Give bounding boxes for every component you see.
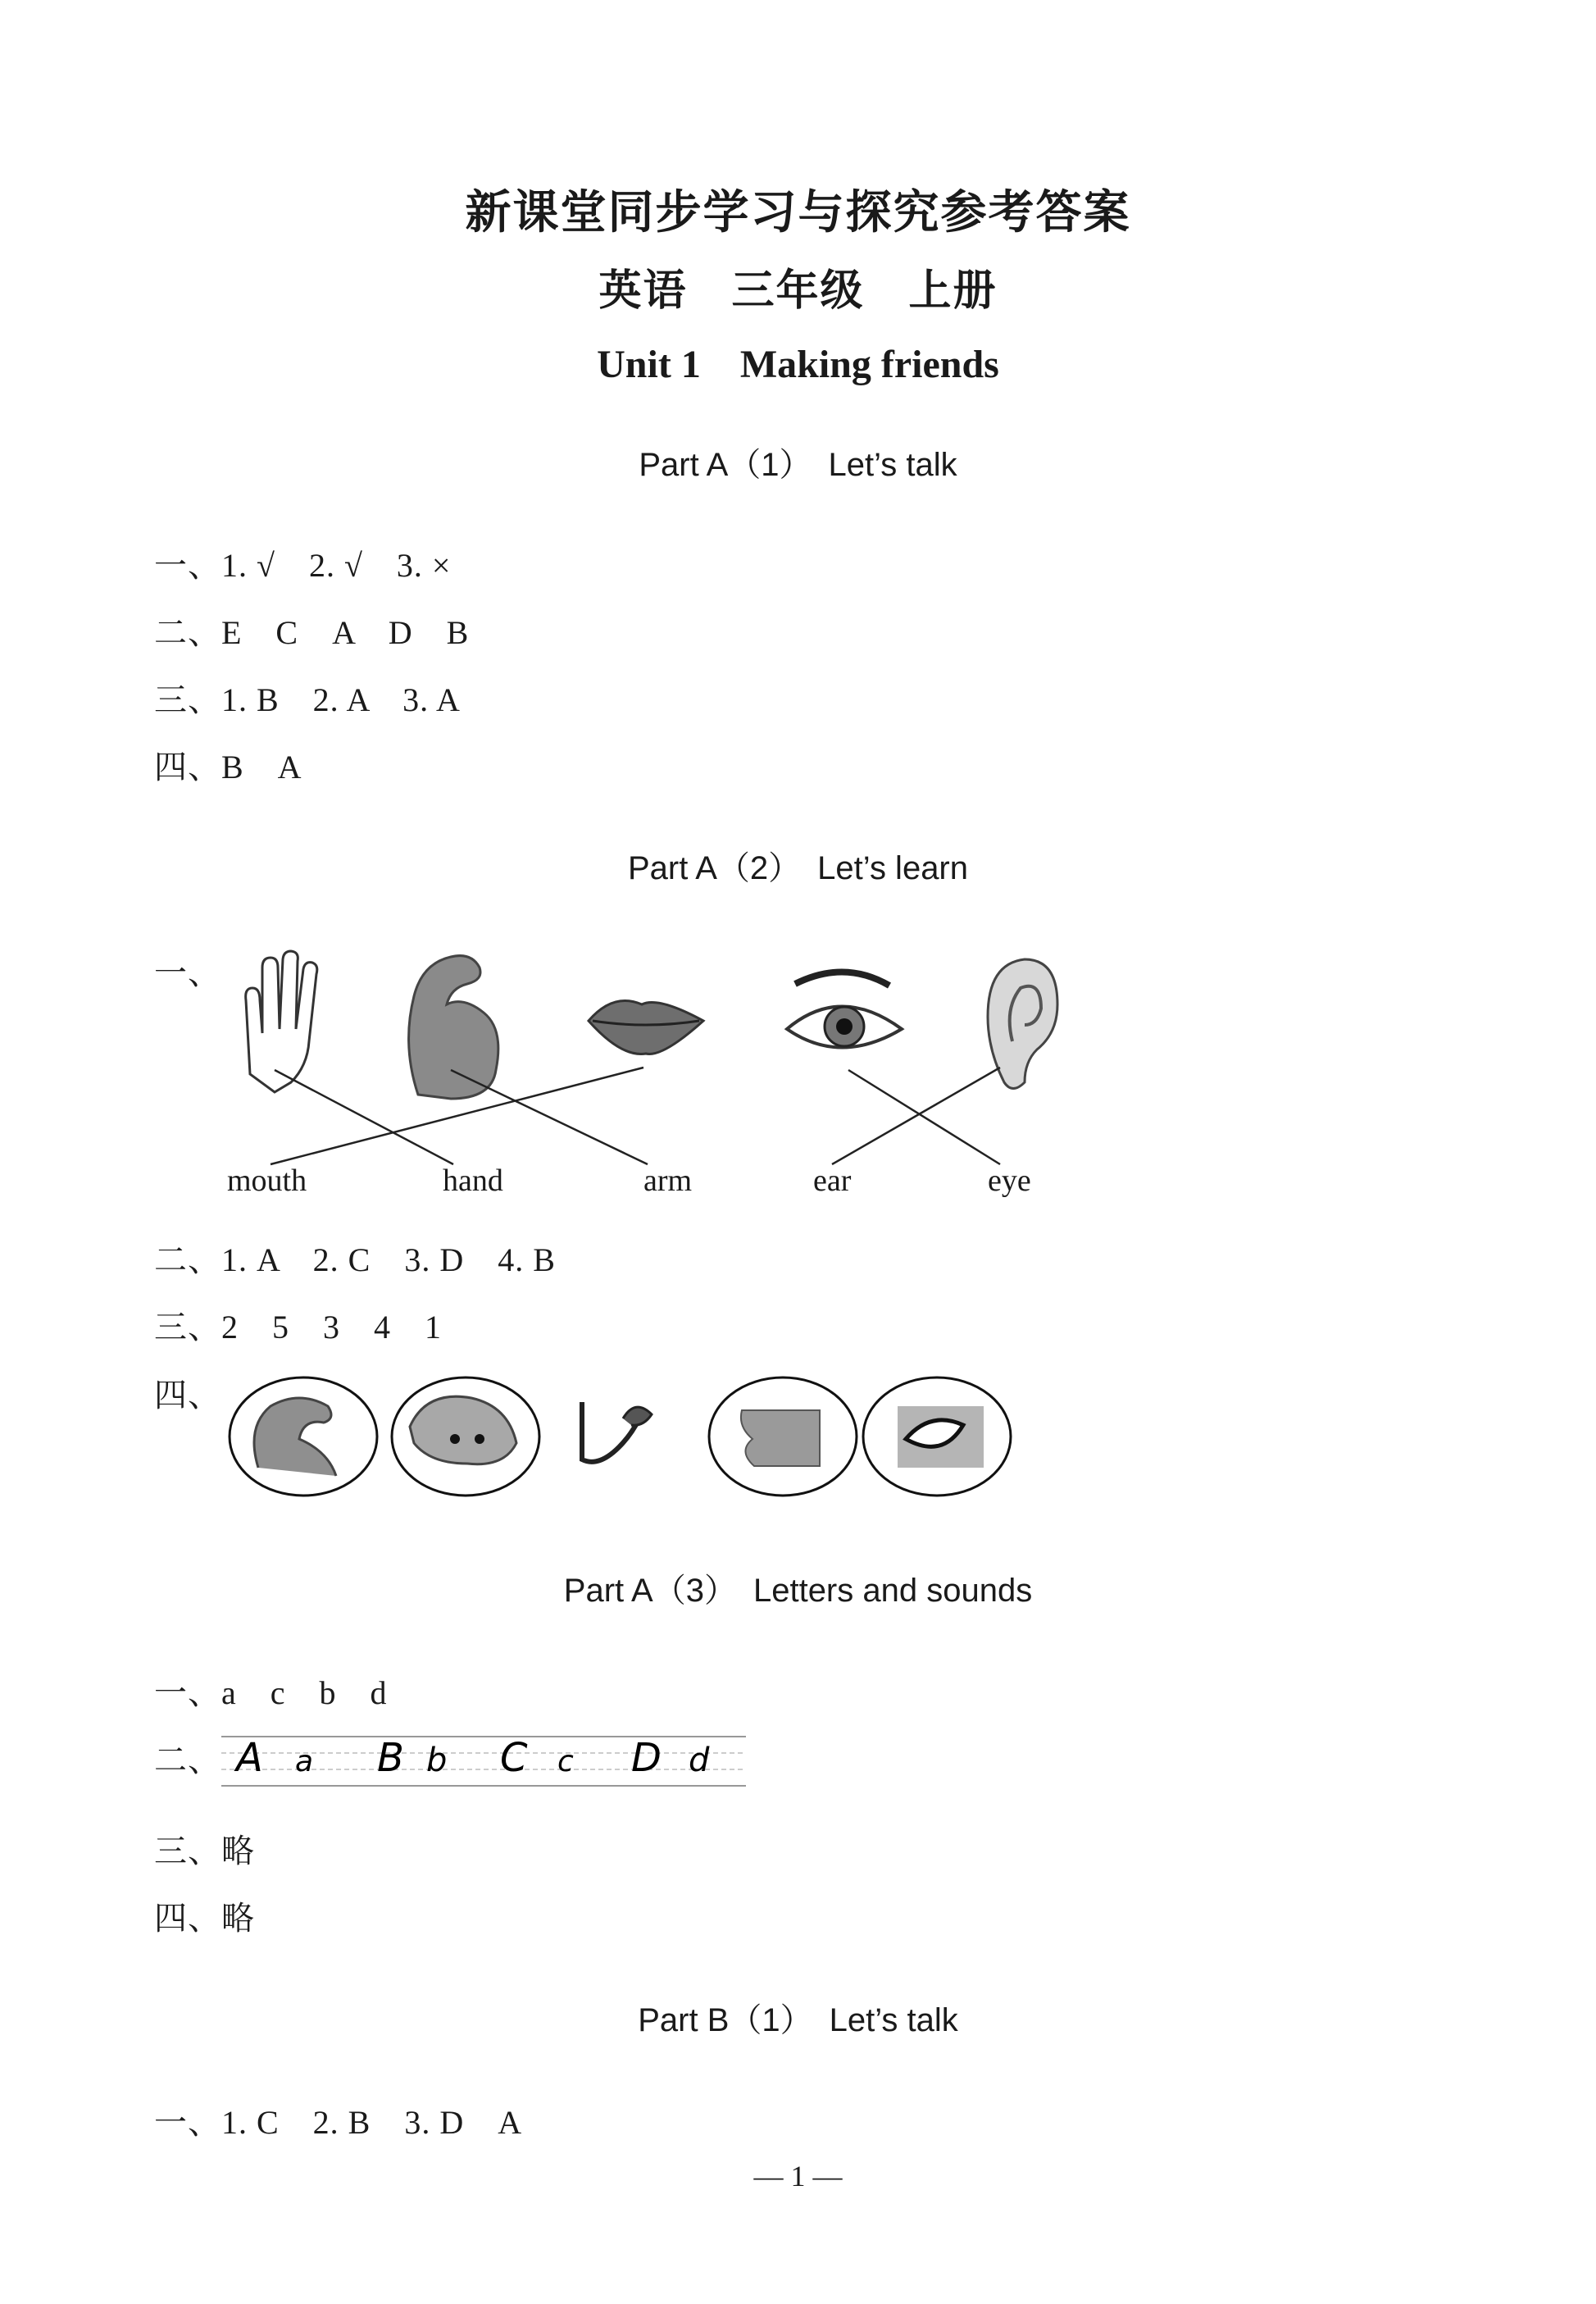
circled-figure <box>0 1361 1596 1509</box>
answer-line: 一、1. √ 2. √ 3. × <box>154 547 452 584</box>
section-heading: Part A（1） Let’s talk <box>639 447 957 483</box>
eye-icon <box>898 1406 984 1468</box>
letter: c <box>557 1745 574 1778</box>
section-heading: Part B（1） Let’s talk <box>638 2002 958 2038</box>
answer-line: 三、略 <box>154 1833 255 1869</box>
question-label: 一、 <box>154 954 221 991</box>
match-word: ear <box>813 1163 852 1198</box>
hand-icon <box>246 951 317 1092</box>
handwriting-lines <box>221 1720 754 1802</box>
section-heading: Part A（2） Let’s learn <box>627 850 969 886</box>
match-word: eye <box>988 1163 1031 1198</box>
answer-line: 三、2 5 3 4 1 <box>154 1309 442 1346</box>
unit-title: Unit 1 Making friends <box>597 343 999 386</box>
question-label: 二、 <box>154 1742 221 1778</box>
answer-line: 一、a c b d <box>154 1674 388 1711</box>
answer-line: 一、1. C 2. B 3. D A <box>154 2104 523 2141</box>
page-number: — 1 — <box>753 2160 843 2192</box>
page-subtitle: 英语 三年级 上册 <box>598 266 998 316</box>
match-word: arm <box>643 1163 693 1198</box>
letter: A <box>236 1735 263 1781</box>
letter: D <box>631 1735 662 1781</box>
arm-icon <box>254 1398 336 1476</box>
answer-line: 三、1. B 2. A 3. A <box>154 681 461 718</box>
answer-line: 四、略 <box>154 1900 255 1937</box>
arm-icon <box>409 956 498 1099</box>
letter: a <box>295 1745 314 1778</box>
match-word: mouth <box>227 1163 307 1198</box>
question-label: 四、 <box>154 1377 221 1414</box>
page-title: 新课堂同步学习与探究参考答案 <box>465 185 1131 239</box>
letter: b <box>426 1742 448 1779</box>
mouth-icon <box>589 1001 703 1054</box>
section-heading: Part A（3） Letters and sounds <box>563 1573 1033 1609</box>
letter: d <box>689 1742 710 1779</box>
answer-line: 二、1. A 2. C 3. D 4. B <box>154 1241 556 1278</box>
letter: B <box>377 1735 404 1781</box>
answer-line: 二、E C A D B <box>154 614 470 651</box>
face-icon <box>410 1396 516 1464</box>
mouth-icon <box>741 1410 820 1466</box>
answer-line: 四、B A <box>154 749 302 785</box>
letter: C <box>500 1735 528 1781</box>
eye-icon <box>787 972 902 1047</box>
hand-icon <box>582 1402 652 1462</box>
match-word: hand <box>443 1163 503 1198</box>
